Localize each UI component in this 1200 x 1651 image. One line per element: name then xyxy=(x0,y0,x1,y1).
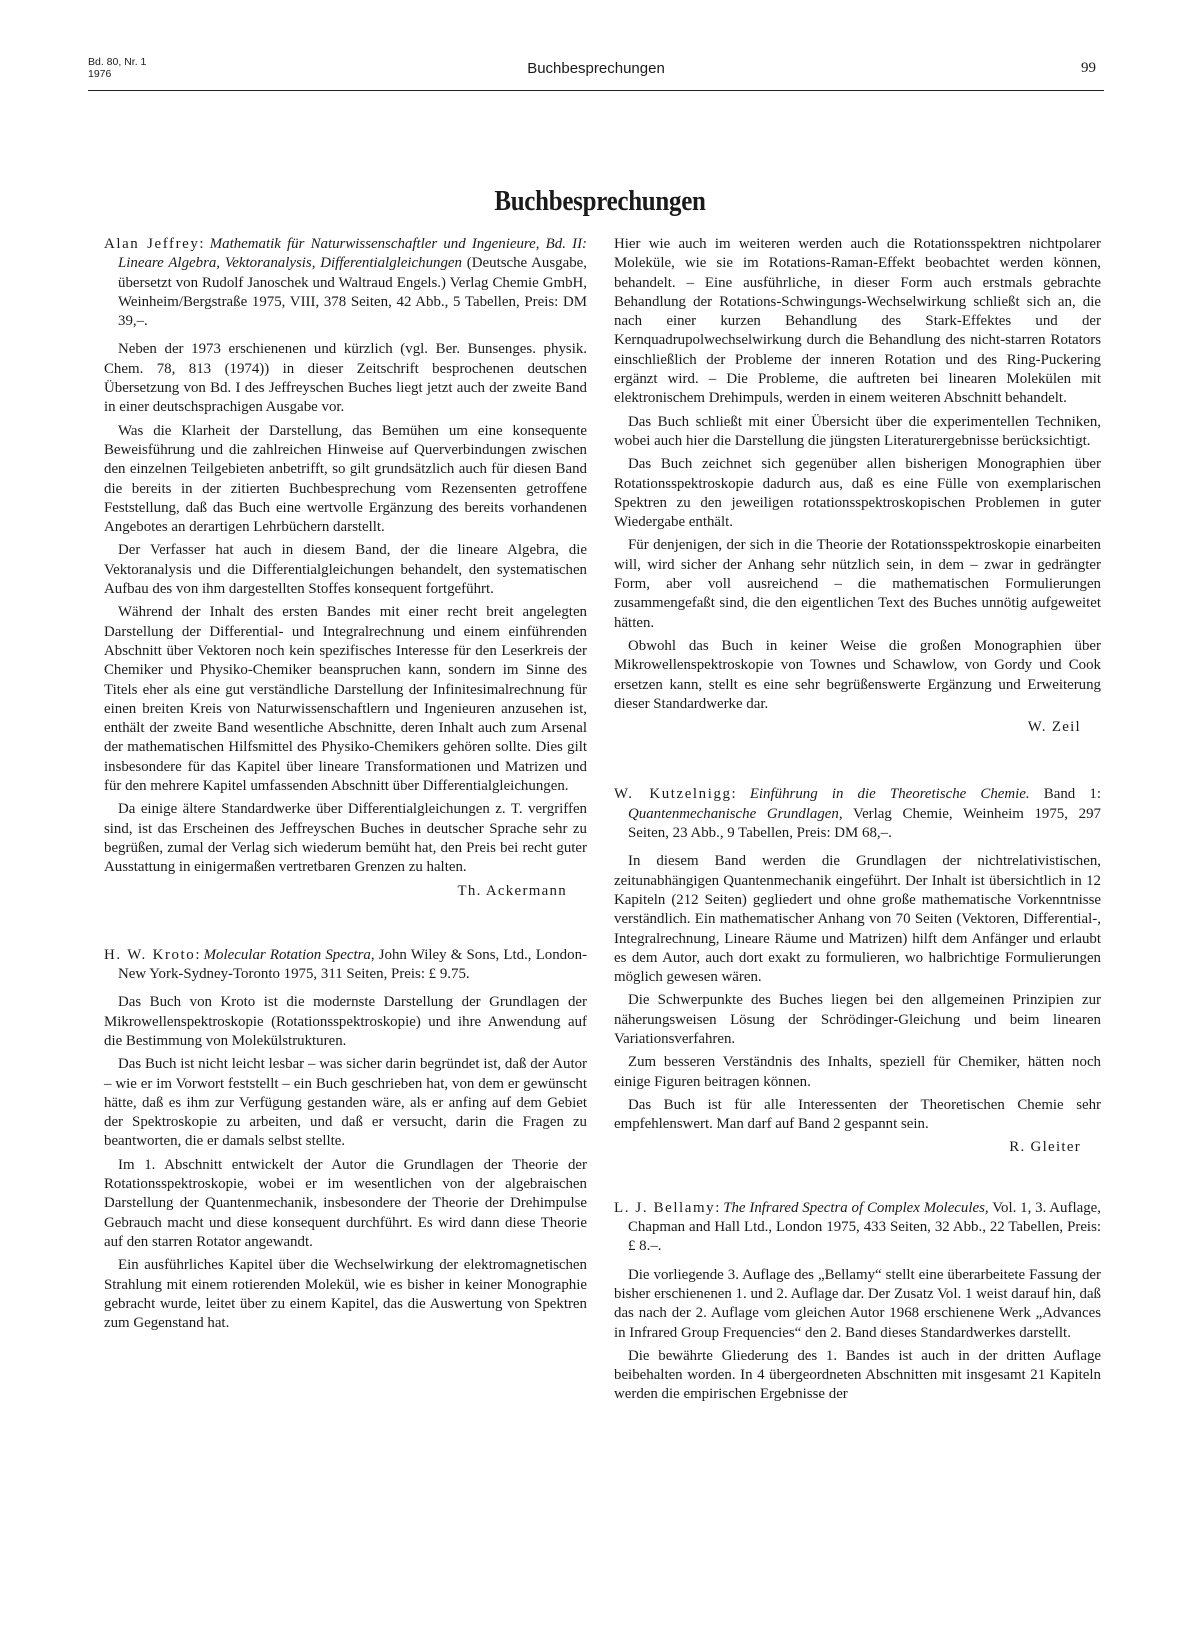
book-title: The Infrared Spectra of Complex Molecules, xyxy=(723,1199,989,1216)
book-details: Verlag Chemie, Weinheim 1975, 297 Seiten, 23 Abb., 9 Tabellen, Preis: DM 68,–. xyxy=(628,805,1101,842)
running-head xyxy=(88,56,1104,91)
review-body xyxy=(104,993,587,1333)
review-author: H. W. Kroto xyxy=(104,946,196,963)
book-subtitle: Quantenmechanische Grundlagen, xyxy=(628,805,843,822)
review-citation: Alan Jeffrey: Mathematik für Naturwissenschaftler und Ingenieure, Bd. II: Lineare Algebra, Vektoranalysis, Differentialgleichungen (Deutsche Ausgabe, übersetzt von Rudolf Janoschek und Waltraud Engels.) Verlag Chemie GmbH, Weinheim/Bergstraße 1975, VIII, 378 Seiten, 42 Abb., 5 Tabellen, Preis: DM 39,–. xyxy=(104,236,587,330)
review-kroto-continued xyxy=(614,235,1101,714)
running-head-title: Buchbesprechungen xyxy=(527,60,665,77)
review-author: Alan Jeffrey xyxy=(104,236,200,252)
review-paragraph: Das Buch ist für alle Interessenten der Theoretischen Chemie sehr empfehlenswert. Man darf auf Band 2 gespannt sein. xyxy=(614,1096,1101,1133)
page-title: Buchbesprechungen xyxy=(494,185,706,218)
reviewer-signature: R. Gleiter xyxy=(1009,1139,1081,1156)
review-paragraph: Da einige ältere Standardwerke über Differentialgleichungen z. T. vergriffen sind, ist das Erscheinen des Jeffreyschen Buches in deutscher Sprache sehr zu begrüßen, zumal der Verlag sich wiederum bemüht hat, den Preis bei recht guter Ausstattung in einigermaßen vertretbaren Grenzen zu halten. xyxy=(104,801,587,876)
review-paragraph: Das Buch ist nicht leicht lesbar – was sicher darin begründet ist, daß der Autor – wie er im Vorwort feststellt – ein Buch geschrieben hat, von dem er gewünscht hätte, daß es ihm zur Verfügung gestanden wäre, als er anfing auf dem Gebiet der Spektroskopie zu arbeiten, und daß er versucht, darin die Fragen zu beantworten, die er damals selbst stellte. xyxy=(104,1056,587,1150)
right-column xyxy=(614,235,1101,1409)
book-title: Molecular Rotation Spectra xyxy=(203,946,371,963)
review-paragraph: Für denjenigen, der sich in die Theorie der Rotationsspektroskopie einarbeiten will, wird sicher der Anhang sehr nützlich sein, in dem – zwar in gedrängter Form, aber voll ausreichend – die mathematischen Formulierungen zusammengefaßt sind, die den eigentlichen Text des Buches unnötig aufgeweitet hätten. xyxy=(614,537,1101,631)
review-author: W. Kutzelnigg xyxy=(614,786,732,803)
review-body xyxy=(104,340,587,877)
review-paragraph: Ein ausführliches Kapitel über die Wechselwirkung der elektromagnetischen Strahlung mit einem rotierenden Molekül, wie es bisher in keiner Monographie gebracht wurde, leitet über zu einem Kapitel, das die Auswertung von Spektren zum Gegenstand hat. xyxy=(104,1257,587,1332)
review-paragraph: Die vorliegende 3. Auflage des „Bellamy“ stellt eine überarbeitete Fassung der bisher erschienenen 1. und 2. Auflage dar. Der Zusatz Vol. 1 weist darauf hin, daß das nach der 2. Auflage vom gleichen Autor 1968 erschienene Werk „Advances in Infrared Group Frequencies“ den 2. Band dieses Standardwerkes darstellt. xyxy=(614,1266,1101,1341)
review-body xyxy=(614,1266,1101,1405)
review-paragraph: Während der Inhalt des ersten Bandes mit einer recht breit angelegten Darstellung der Differential- und Integralrechnung und einem einführenden Abschnitt über Vektoren noch kein spezifisches Interesse für den Leserkreis der Chemiker und Physiko-Chemiker beanspruchen kann, sondern im Sinne des Titels eher als eine gut verständliche Darstellung der Infinitesimalrechnung für einen breiten Kreis von Naturwissenschaftlern und Ingenieuren anzusehen ist, enthält der zweite Band wesentliche Abschnitte, deren Inhalt auch zum Arsenal der mathematischen Hilfsmittel des Physiko-Chemikers gehören sollte. Dies gilt insbesondere für das Kapitel über lineare Transformationen und Matrizen und für den mehrere Kapitel umfassenden Abschnitt über Differentialgleichungen. xyxy=(104,604,587,795)
page-number: 99 xyxy=(1081,60,1096,76)
review-kutzelnigg xyxy=(614,785,1101,1157)
reviewer-signature: W. Zeil xyxy=(1027,719,1081,736)
review-paragraph: Die Schwerpunkte des Buches liegen bei den allgemeinen Prinzipien zur näherungsweisen Lösung der Schrödinger-Gleichung und beim linearen Variationsverfahren. xyxy=(614,992,1101,1047)
book-title: Mathematik für Naturwissenschaftler und Ingenieure, Bd. II: Lineare Algebra, Vektoranalysis, Differentialgleichungen xyxy=(118,236,587,272)
left-column xyxy=(104,235,587,1337)
review-citation: H. W. Kroto: Molecular Rotation Spectra, John Wiley & Sons, Ltd., London-New York-Sydney-Toronto 1975, 311 Seiten, Preis: £ 9.75. xyxy=(104,946,587,983)
review-citation: L. J. Bellamy: The Infrared Spectra of Complex Molecules, Vol. 1, 3. Auflage, Chapman and Hall Ltd., London 1975, 433 Seiten, 32 Abb., 22 Tabellen, Preis: £ 8.–. xyxy=(614,1199,1101,1255)
review-author: L. J. Bellamy xyxy=(614,1199,716,1216)
book-details: , John Wiley & Sons, Ltd., London-New York-Sydney-Toronto 1975, 311 Seiten, Preis: £ 9.75. xyxy=(118,946,587,983)
book-details: Vol. 1, 3. Auflage, Chapman and Hall Ltd., London 1975, 433 Seiten, 32 Abb., 22 Tabellen, Preis: £ 8.–. xyxy=(628,1199,1101,1255)
review-paragraph: Das Buch zeichnet sich gegenüber allen bisherigen Monographien über Rotationsspektroskopie dadurch aus, daß es eine Fülle von exemplarischen Spektren zu den jeweiligen rotationsspektroskopischen Problemen in guter Wiedergabe enthält. xyxy=(614,456,1101,531)
book-details: (Deutsche Ausgabe, übersetzt von Rudolf Janoschek und Waltraud Engels.) Verlag Chemie GmbH, Weinheim/Bergstraße 1975, VIII, 378 Seiten, 42 Abb., 5 Tabellen, Preis: DM 39,–. xyxy=(118,255,587,330)
review-paragraph: Das Buch von Kroto ist die modernste Darstellung der Grundlagen der Mikrowellenspektroskopie (Rotationsspektroskopie) und ihre Anwendung auf die Bestimmung von Molekülstrukturen. xyxy=(104,994,587,1049)
volume-line: Bd. 80, Nr. 1 xyxy=(88,56,147,68)
review-paragraph: In diesem Band werden die Grundlagen der nichtrelativistischen, zeitunabhängigen Quantenmechanik eingeführt. Der Inhalt ist übersichtlich in 12 Kapiteln (212 Seiten) gegliedert und ohne große mathematische Vorkenntnisse verständlich. Ein mathematischer Anhang von 70 Seiten (Vektoren, Differential-, Integralrechnung, Lineare Räume und Matrizen) hilft dem Anfänger und erlaubt es dem Autor, auch dort exakt zu formulieren, wo halbrichtige Formulierungen möglich gewesen wären. xyxy=(614,853,1101,986)
book-title: Einführung in die Theoretische Chemie. xyxy=(749,786,1030,803)
review-paragraph: Zum besseren Verständnis des Inhalts, speziell für Chemiker, hätten noch einige Figuren beitragen können. xyxy=(614,1054,1101,1090)
review-paragraph: Neben der 1973 erschienenen und kürzlich (vgl. Ber. Bunsenges. physik. Chem. 78, 813 (1974)) in dieser Zeitschrift besprochenen deutschen Übersetzung von Bd. I des Jeffreyschen Buches liegt jetzt auch der zweite Band in einer deutschsprachigen Ausgabe vor. xyxy=(104,341,587,416)
review-paragraph: Was die Klarheit der Darstellung, das Bemühen um eine konsequente Beweisführung und die zahlreichen Hinweise auf Querverbindungen zwischen den einzelnen Teilgebieten anbetrifft, so gilt grundsätzlich auch für diesen Band die bereits in der zitierten Buchbesprechung vom Rezensenten getroffene Feststellung, daß das Buch eine wertvolle Ergänzung des bereits vorhandenen Angebotes an derartigen Lehrbüchern darstellt. xyxy=(104,422,587,536)
review-paragraph: Hier wie auch im weiteren werden auch die Rotationsspektren nichtpolarer Moleküle, wie sie im Rotations-Raman-Effekt beobachtet werden können, behandelt. – Eine ausführliche, in dieser Form auch erstmals gebrachte Behandlung der Rotations-Schwingungs-Wechselwirkung schließt sich an, die nach einer kurzen Behandlung des Stark-Effektes und der Kernquadrupolwechselwirkung durch die Behandlung des nicht-starren Rotators einschließlich der Probleme der inneren Rotation und des Ring-Puckering ergänzt wird. – Die Probleme, die auftreten bei linearen Molekülen mit elektronischem Drehimpuls, werden in einem weiteren Abschnitt behandelt. xyxy=(614,236,1101,407)
review-paragraph: Der Verfasser hat auch in diesem Band, der die lineare Algebra, die Vektoranalysis und die Differentialgleichungen behandelt, den systematischen Aufbau des von ihm dargestellten Stoffes konsequent fortgeführt. xyxy=(104,542,587,598)
review-citation: W. Kutzelnigg: Einführung in die Theoretische Chemie. Band 1: Quantenmechanische Grundlagen, Verlag Chemie, Weinheim 1975, 297 Seiten, 23 Abb., 9 Tabellen, Preis: DM 68,–. xyxy=(614,786,1101,842)
review-paragraph: Obwohl das Buch in keiner Weise die großen Monographien über Mikrowellenspektroskopie von Townes und Schawlow, von Gordy und Cook ersetzen kann, stellt es eine sehr begrüßenswerte Ergänzung und Erweiterung dieser Standardwerke dar. xyxy=(614,637,1101,712)
review-paragraph: Die bewährte Gliederung des 1. Bandes ist auch in der dritten Auflage beibehalten worden. In 4 übergeordneten Abschnitten mit insgesamt 21 Kapiteln werden die empirischen Ergebnisse der xyxy=(614,1347,1101,1403)
review-paragraph: Im 1. Abschnitt entwickelt der Autor die Grundlagen der Theorie der Rotationsspektroskopie, wobei er im wesentlichen von der algebraischen Darstellung der Quantenmechanik, insbesondere der Theorie der Drehimpulse Gebrauch macht und diese konsequent durchführt. Es wird dann diese Theorie auf den starren Rotator angewandt. xyxy=(104,1156,587,1250)
review-bellamy xyxy=(614,1199,1101,1405)
volume-year: 1976 xyxy=(88,68,112,80)
reviewer-signature: Th. Ackermann xyxy=(457,882,567,899)
review-paragraph: Das Buch schließt mit einer Übersicht über die experimentellen Techniken, wobei auch hier die Darstellung die jüngsten Literaturergebnisse berücksichtigt. xyxy=(614,413,1101,449)
review-body xyxy=(614,852,1101,1134)
review-jeffrey xyxy=(104,235,587,901)
review-kroto xyxy=(104,946,587,1334)
